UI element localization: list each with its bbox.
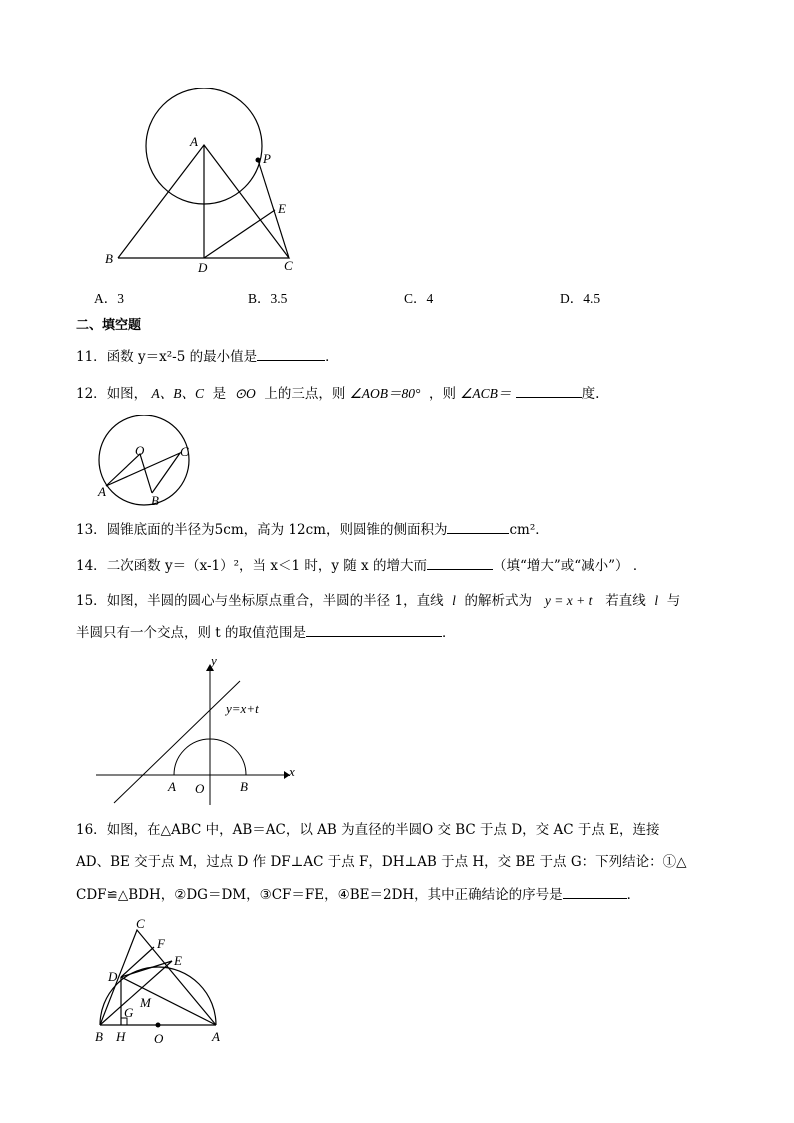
label-a: A bbox=[168, 779, 176, 794]
question-16-line1: 16．如图，在△ABC 中，AB＝AC，以 AB 为直径的半圆O 交 BC 于点 D，交 AC 于点 E，连接 bbox=[76, 822, 660, 838]
label-h: H bbox=[116, 1029, 126, 1044]
segment-de bbox=[204, 210, 275, 258]
question-15-line2: 半圆只有一个交点，则 t 的取值范围是 ． bbox=[76, 622, 456, 643]
label-p: P bbox=[263, 151, 271, 166]
section-title: 二、填空题 bbox=[76, 318, 142, 333]
segment-df bbox=[121, 947, 154, 977]
label-o: O bbox=[195, 781, 205, 796]
option-b: B．3.5 bbox=[248, 291, 288, 306]
label-b: B bbox=[95, 1029, 103, 1044]
label-c: C bbox=[180, 444, 189, 459]
option-d: D．4.5 bbox=[560, 291, 601, 306]
segments-aoc bbox=[106, 454, 152, 493]
label-a: A bbox=[212, 1029, 220, 1044]
figure-triangle-circle bbox=[100, 88, 320, 278]
label-f: F bbox=[157, 936, 165, 951]
figure-semicircle-axes bbox=[94, 655, 309, 807]
label-y: y bbox=[211, 655, 217, 668]
label-d: D bbox=[108, 969, 118, 984]
segment-de bbox=[121, 961, 172, 977]
label-d: D bbox=[198, 260, 208, 275]
question-11: 11．函数 y＝x²-5 的最小值是 ． bbox=[76, 346, 339, 367]
label-a: A bbox=[98, 484, 106, 499]
label-e: E bbox=[174, 953, 182, 968]
label-c: C bbox=[284, 258, 293, 273]
line-l bbox=[114, 681, 240, 803]
label-x: x bbox=[289, 764, 295, 779]
question-13: 13．圆锥底面的半径为5cm，高为 12cm，则圆锥的侧面积为 cm²． bbox=[76, 519, 549, 540]
label-eq: y=x+t bbox=[226, 701, 259, 716]
label-b: B bbox=[240, 779, 248, 794]
question-12: 12．如图， A、B、C 是 ⊙O 上的三点，则 ∠AOB＝80° ，则 ∠ACB＝ 度. bbox=[76, 383, 599, 404]
label-b: B bbox=[105, 251, 113, 266]
question-16-line2: AD、BE 交于点 M，过点 D 作 DF⊥AC 于点 F，DH⊥AB 于点 H，交 BE 于点 G：下列结论：①△ bbox=[76, 854, 687, 870]
label-o: O bbox=[135, 443, 145, 458]
label-e: E bbox=[278, 201, 286, 216]
point-o bbox=[156, 1023, 161, 1028]
segments-acb bbox=[106, 453, 180, 493]
figure-circle-o bbox=[92, 415, 202, 510]
question-15-line1: 15．如图，半圆的圆心与坐标原点重合，半圆的半径 1，直线 l 的解析式为 y = x + t 若直线 l 与 bbox=[76, 593, 681, 609]
question-14: 14．二次函数 y＝（x-1）²，当 x＜1 时，y 随 x 的增大而 （填“增大”或“减小”） ． bbox=[76, 555, 646, 576]
label-b: B bbox=[151, 493, 159, 508]
question-16-line3: CDF≌△BDH，②DG＝DM，③CF＝FE，④BE＝2DH，其中正确结论的序号是 ． bbox=[76, 884, 640, 905]
segment-ad bbox=[121, 977, 216, 1025]
label-g: G bbox=[124, 1005, 134, 1020]
figure-semicircle-triangle bbox=[92, 915, 232, 1050]
option-a: A．3 bbox=[94, 291, 124, 306]
label-o: O bbox=[154, 1031, 164, 1046]
label-c: C bbox=[136, 916, 145, 931]
option-c: C．4 bbox=[404, 291, 434, 306]
label-a: A bbox=[190, 134, 198, 149]
label-m: M bbox=[140, 995, 151, 1010]
point-p bbox=[256, 158, 261, 163]
